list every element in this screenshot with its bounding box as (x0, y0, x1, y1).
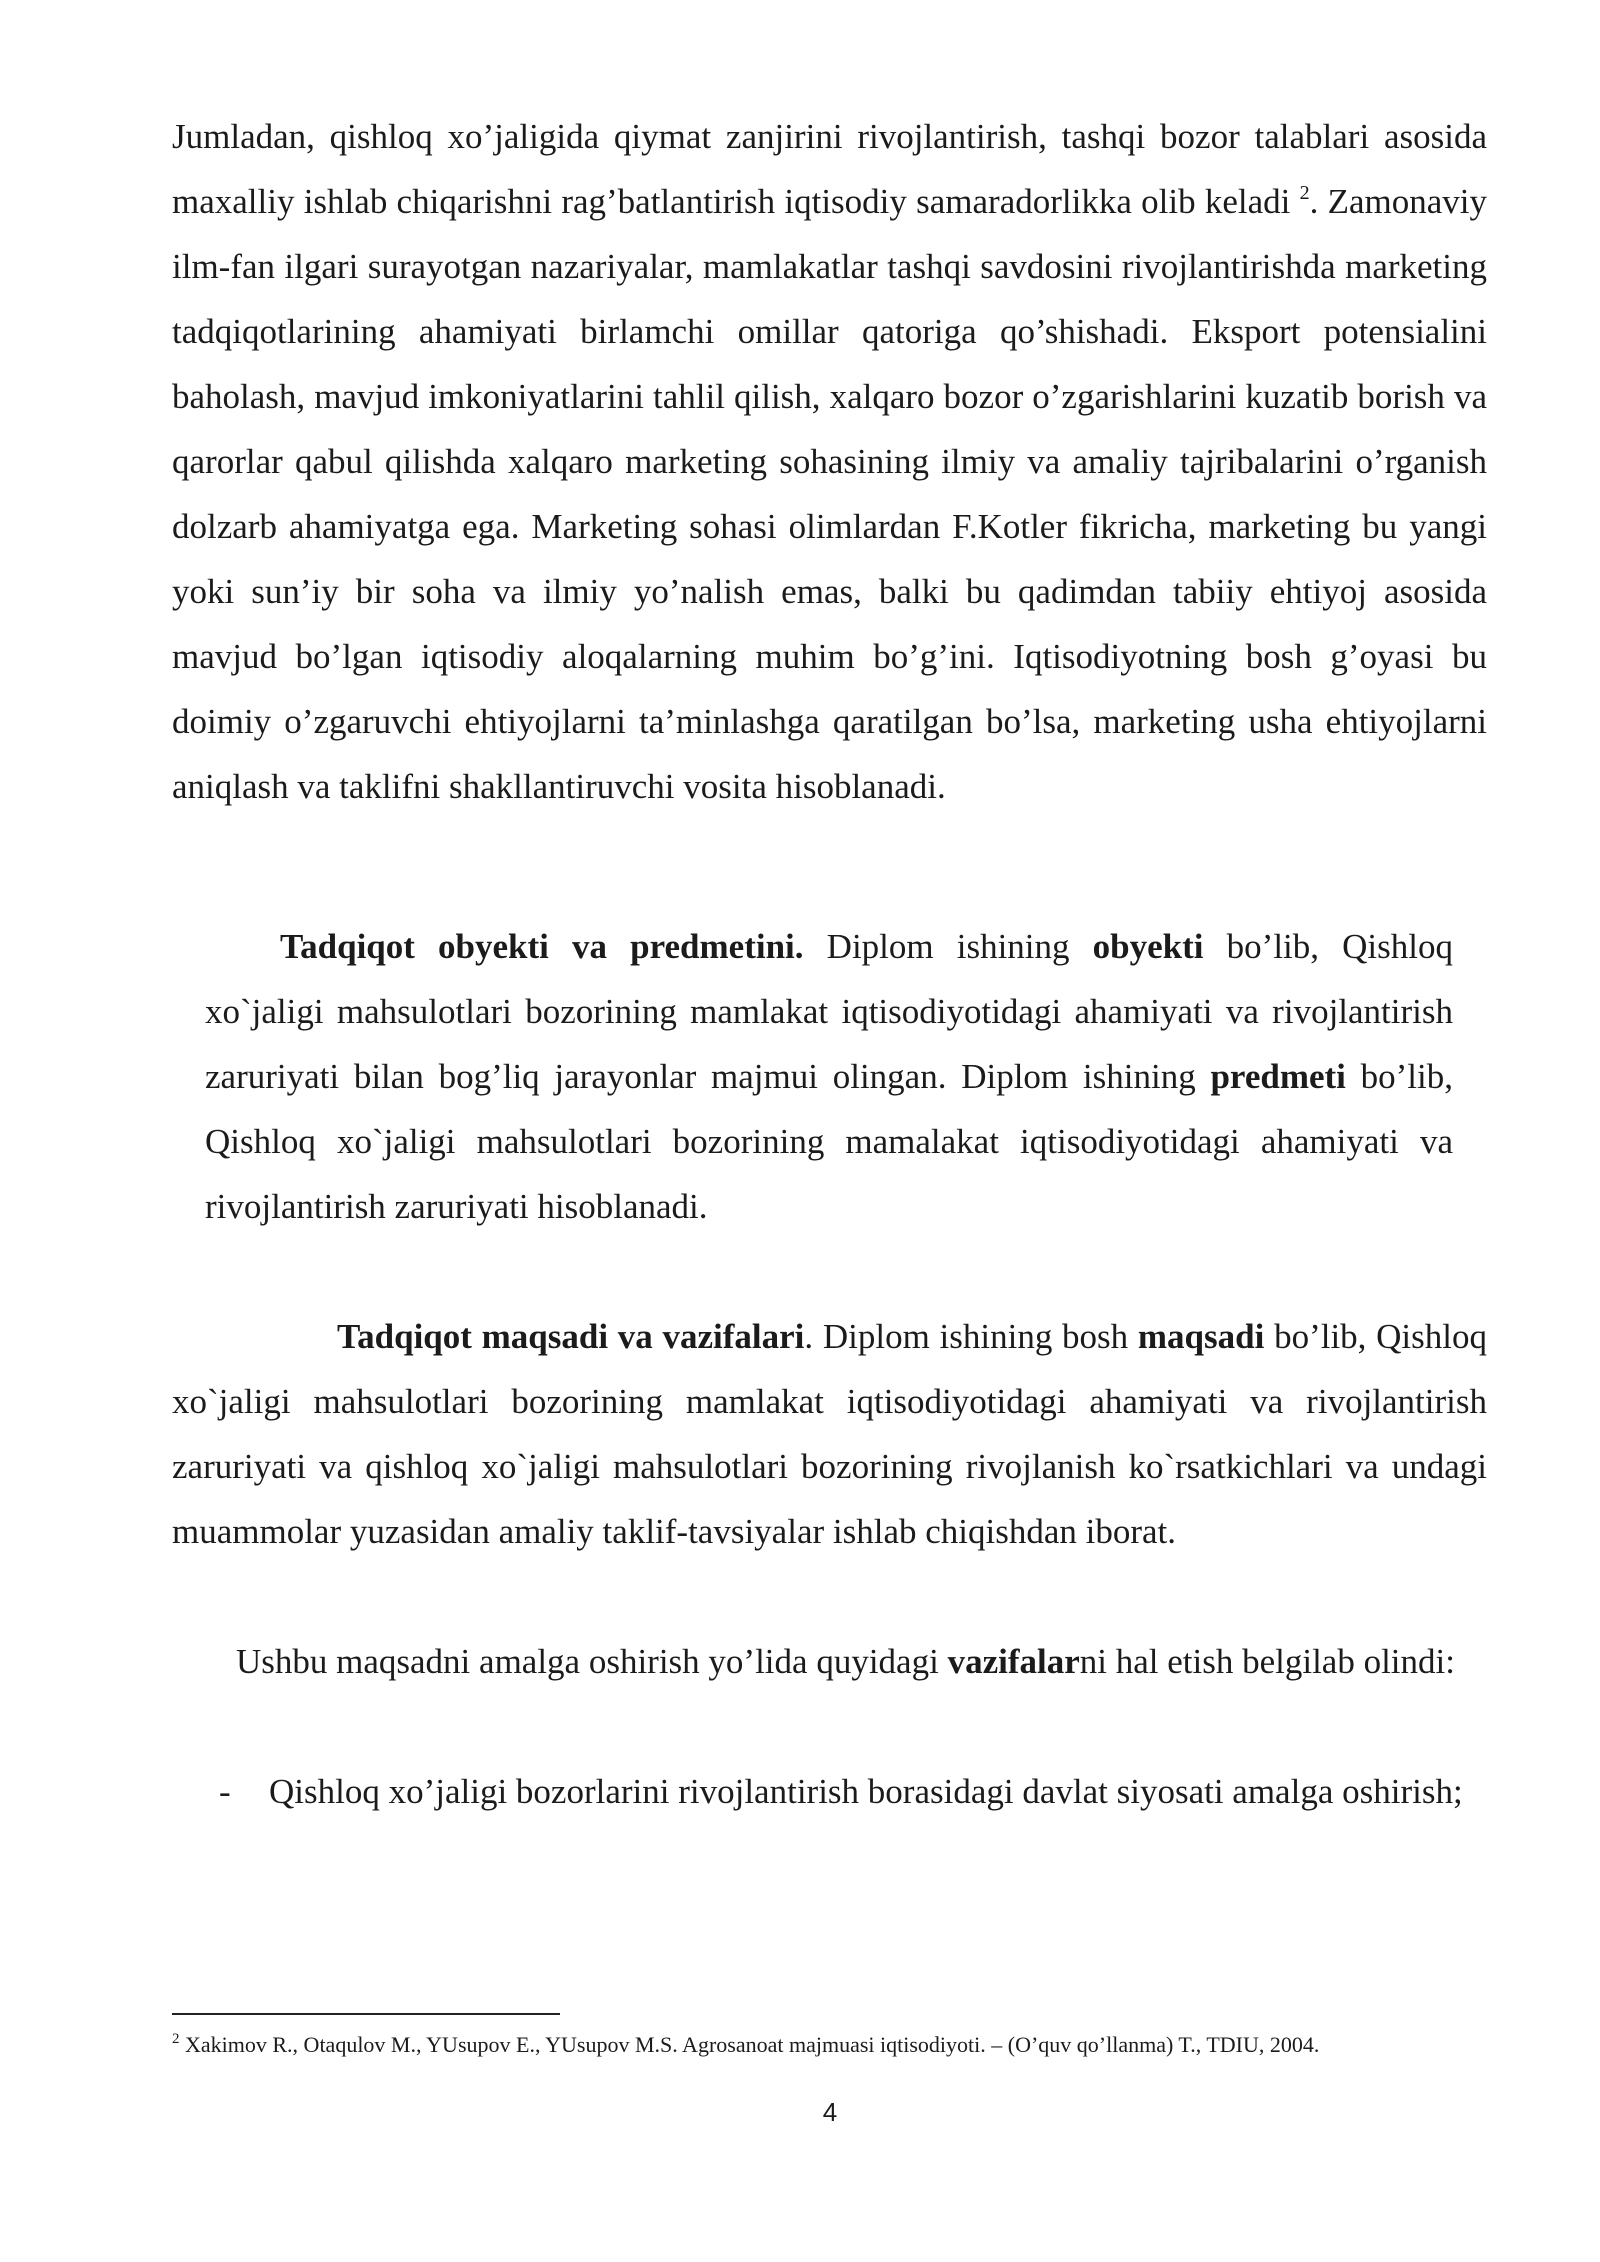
object-bold-term: obyekti (1092, 927, 1204, 966)
intro-text-b: . Zamonaviy ilm-fan ilgari surayotgan nazariyalar, mamlakatlar tashqi savdosini rivojlantirishda marketing tadqiqotlarining ahamiyati birlamchi omillar qatoriga qo’shishadi. Eksport potensialini baholash, mavjud imkoniyatlarini tahlil qilish, xalqaro bozor o’zgarishlarini kuzatib borish va qarorlar qabul qilishda xalqaro marketing sohasining ilmiy va amaliy tajribalarini o’rganish dolzarb ahamiyatga ega. Marketing sohasi olimlardan F.Kotler fikricha, marketing bu yangi yoki sun’iy bir soha va ilmiy yo’nalish emas, balki bu qadimdan tabiiy ehtiyoj asosida mavjud bo’lgan iqtisodiy aloqalarning muhim bo’g’ini. Iqtisodiyotning bosh g’oyasi bu doimiy o’zgaruvchi ehtiyojlarni ta’minlashga qaratilgan bo’lsa, marketing usha ehtiyojlarni aniqlash va taklifni shakllantiruvchi vosita hisoblanadi. (172, 182, 1488, 806)
goal-paragraph (172, 1304, 1487, 1564)
object-subject-paragraph (205, 914, 1453, 1239)
footnote-separator (172, 2013, 560, 2015)
goal-text-a: . Diplom ishining bosh (804, 1317, 1138, 1356)
subject-bold-term: predmeti (1210, 1057, 1346, 1096)
goal-heading: Tadqiqot maqsadi va vazifalari (337, 1317, 805, 1356)
tasks-paragraph (172, 1629, 1487, 1694)
object-subject-heading: Tadqiqot obyekti va predmetini. (280, 927, 804, 966)
footnote-text: Xakimov R., Otaqulov M., YUsupov E., YUsupov M.S. Agrosanoat majmuasi iqtisodiyoti. – (O’quv qo’llanma) T., TDIU, 2004. (179, 2032, 1320, 2057)
footnote-reference[interactable]: 2 (1299, 182, 1310, 204)
goal-text-b: bo’lib, Qishloq xo`jaligi mahsulotlari bozorining mamlakat iqtisodiyotidagi ahamiyati va rivojlantirish zaruriyati va qishloq xo`jaligi mahsulotlari bozorining rivojlanish ko`rsatkichlari va undagi muammolar yuzasidan amaliy taklif-tavsiyalar ishlab chiqishdan iborat. (172, 1317, 1487, 1551)
tasks-bold-term: vazifalar (947, 1642, 1080, 1681)
footnote-number: 2 (172, 2031, 180, 2047)
tasks-text-b: ni hal etish belgilab olindi: (1079, 1642, 1455, 1681)
page-number: 4 (822, 2097, 838, 2127)
goal-bold-term: maqsadi (1137, 1317, 1265, 1356)
tasks-text-a: Ushbu maqsadni amalga oshirish yo’lida quyidagi (236, 1642, 948, 1681)
footnote (172, 2030, 1492, 2060)
object-text-a: Diplom ishining (803, 927, 1093, 966)
bullet-dash: - (219, 1772, 231, 1811)
intro-paragraph (172, 104, 1487, 819)
intro-text-a: Jumladan, qishloq xo’jaligida qiymat zanjirini rivojlantirish, tashqi bozor talablari asosida maxalliy ishlab chiqarishni rag’batlantirish iqtisodiy samaradorlikka olib keladi (172, 117, 1487, 221)
list-item-text: Qishloq xo’jaligi bozorlarini rivojlantirish borasidagi davlat siyosati amalga oshirish; (269, 1772, 1463, 1811)
object-text-c: bo’lib, Qishloq xo`jaligi mahsulotlari bozorining mamalakat iqtisodiyotidagi ahamiyati va rivojlantirish zaruriyati hisoblanadi. (205, 1057, 1453, 1226)
object-text-b: bo’lib, Qishloq xo`jaligi mahsulotlari bozorining mamlakat iqtisodiyotidagi ahamiyati va rivojlantirish zaruriyati bilan bog’liq jarayonlar majmui olingan. Diplom ishining (205, 927, 1453, 1096)
